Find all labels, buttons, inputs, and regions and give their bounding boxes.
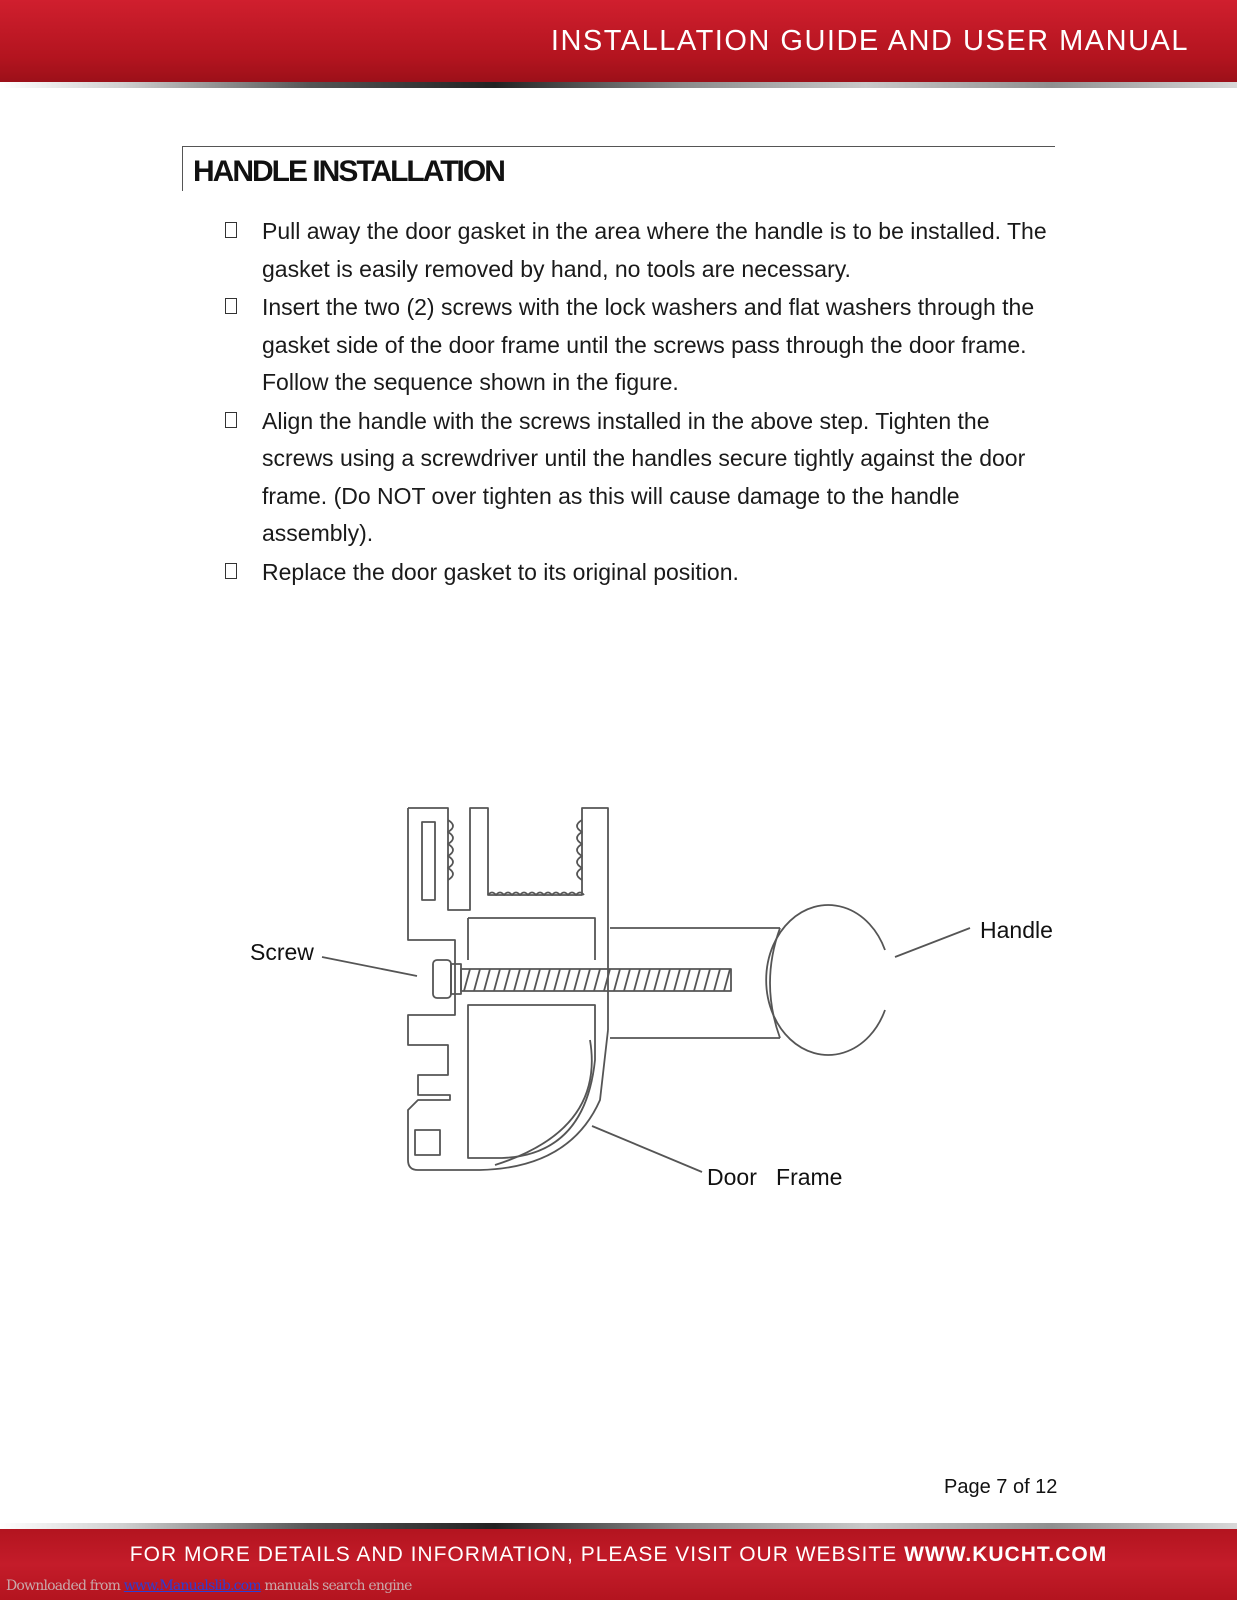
step-text: Replace the door gasket to its original position. xyxy=(262,558,739,585)
footer-text xyxy=(0,1543,1237,1567)
page-header xyxy=(0,0,1237,82)
handle-drawing xyxy=(610,905,885,1055)
door-frame-drawing xyxy=(408,808,608,1170)
bullet-box-icon xyxy=(225,222,237,238)
manualslib-link[interactable]: www.Manualslib.com xyxy=(123,1578,261,1594)
page-number: Page 7 of 12 xyxy=(944,1476,1058,1498)
instruction-step xyxy=(225,403,1055,553)
bullet-box-icon xyxy=(225,563,237,579)
instruction-step xyxy=(225,213,1055,288)
page-footer xyxy=(0,1529,1237,1600)
handle-label: Handle xyxy=(980,917,1053,943)
header-title: INSTALLATION GUIDE AND USER MANUAL xyxy=(550,25,1189,57)
instruction-list xyxy=(225,213,1055,592)
instruction-step xyxy=(225,554,1055,592)
step-text: Insert the two (2) screws with the lock washers and flat washers through the gasket side of the door frame until the screws pass through the door frame. Follow the sequence shown in the figure. xyxy=(262,294,1035,395)
bullet-box-icon xyxy=(225,298,237,314)
section-title: HANDLE INSTALLATION xyxy=(193,155,504,188)
screw-drawing xyxy=(433,960,731,998)
door-frame-label: Door Frame xyxy=(707,1164,843,1190)
website-link[interactable]: WWW.KUCHT.COM xyxy=(904,1543,1108,1566)
watermark-prefix: Downloaded from xyxy=(6,1578,124,1594)
step-text: Pull away the door gasket in the area where the handle is to be installed. The gasket is easily removed by hand, no tools are necessary. xyxy=(262,218,1047,282)
watermark-suffix: manuals search engine xyxy=(260,1578,412,1594)
handle-installation-diagram xyxy=(240,800,1100,1230)
bullet-box-icon xyxy=(225,412,237,428)
download-watermark xyxy=(6,1578,412,1594)
screw-label: Screw xyxy=(250,939,314,965)
section-heading-box xyxy=(182,146,1055,191)
instruction-step xyxy=(225,289,1055,402)
footer-message: FOR MORE DETAILS AND INFORMATION, PLEASE VISIT OUR WEBSITE xyxy=(129,1543,905,1566)
header-divider xyxy=(0,82,1237,88)
step-text: Align the handle with the screws installed in the above step. Tighten the screws using a screwdriver until the handles secure tightly against the door frame. (Do NOT over tighten as this will cause damage to the handle assembly). xyxy=(262,407,1026,546)
